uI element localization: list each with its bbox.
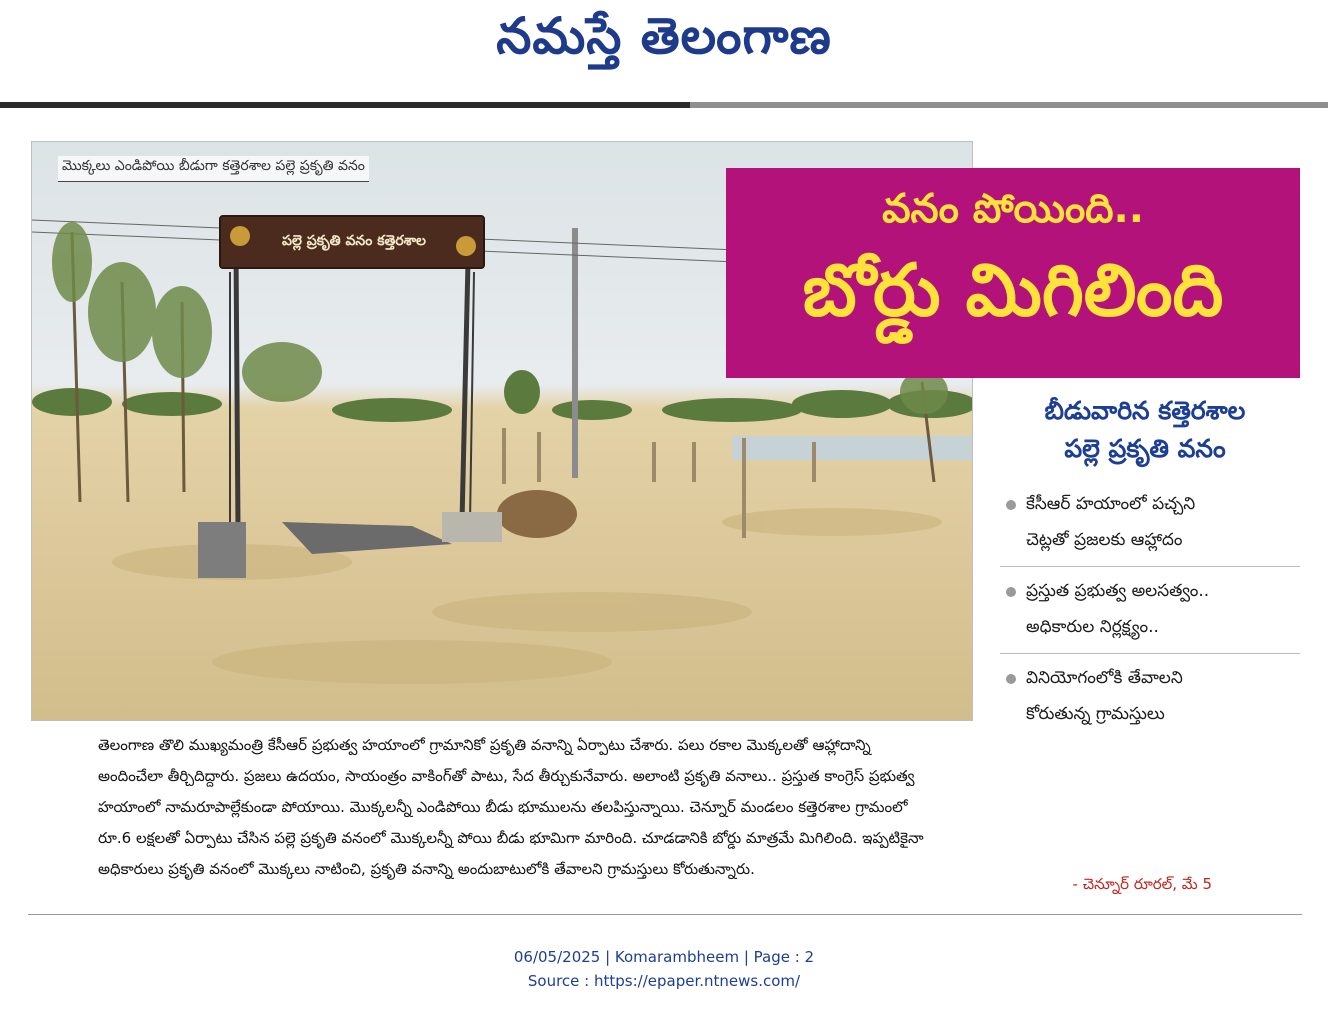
body-line: హయాంలో నామరూపాల్లేకుండా పోయాయి. మొక్కలన్నీ ఎండిపోయి బీడు భూములను తలపిస్తున్నాయి. చెన్నూర్ మండలం కత్తెరశాల గ్రామంలో <box>98 798 908 816</box>
bullet-line: అధికారుల నిర్లక్ష్యం.. <box>1026 617 1159 637</box>
masthead <box>0 0 1328 100</box>
bullet-line: కేసీఆర్ హయాంలో పచ్చని <box>1026 494 1196 514</box>
subheading <box>988 392 1302 468</box>
body-line: అందించేలా తీర్చిదిద్దారు. ప్రజలు ఉదయం, సాయంత్రం వాకింగ్‌తో పాటు, సేద తీర్చుకునేవారు. అలాంటి ప్రకృతి వనాలు.. ప్రస్తుత కాంగ్రెస్ ప్రభుత్వ <box>98 767 915 785</box>
signboard-text: పల్లె ప్రకృతి వనం కత్తెరశాల <box>282 233 426 249</box>
body-line: రూ.6 లక్షలతో ఏర్పాటు చేసిన పల్లె ప్రకృతి వనంలో మొక్కలన్నీ పోయి బీడు భూమిగా మారింది. చూడడానికి బోర్డు మాత్రమే మిగిలింది. ఇప్పటికైనా <box>98 829 924 847</box>
highlight-bullet <box>1000 654 1300 740</box>
bullet-line: చెట్లతో ప్రజలకు ఆహ్లాదం <box>1026 530 1183 550</box>
bullet-line: వినియోగంలోకి తేవాలని <box>1026 668 1183 688</box>
masthead-rule-dark <box>0 102 690 108</box>
masthead-rule-light <box>690 102 1328 108</box>
bullet-dot-icon <box>1006 500 1016 510</box>
headline-main: బోర్డు మిగిలింది <box>802 248 1224 332</box>
highlight-bullet <box>1000 480 1300 567</box>
footer-edition-info: 06/05/2025 | Komarambheem | Page : 2 <box>513 948 815 966</box>
body-line: అధికారులు ప్రకృతి వనంలో మొక్కలు నాటించి, ప్రకృతి వనాన్ని అందుబాటులోకి తేవాలని గ్రామస్తులు కోరుతున్నారు. <box>98 860 755 878</box>
body-line: తెలంగాణ తొలి ముఖ్యమంత్రి కేసీఆర్ ప్రభుత్వ హయాంలో గ్రామానికో ప్రకృతి వనాన్ని ఏర్పాటు చేశారు. పలు రకాల మొక్కలతో ఆహ్లాదాన్ని <box>98 736 871 754</box>
article-dateline: - చెన్నూర్ రూరల్, మే 5 <box>1072 875 1212 893</box>
highlight-bullets <box>1000 480 1300 740</box>
footer-source-link[interactable]: Source : https://epaper.ntnews.com/ <box>527 972 801 990</box>
news-article <box>28 138 1302 928</box>
article-body <box>98 730 1238 885</box>
headline-kicker: వనం పోయింది.. <box>882 186 1144 232</box>
article-bottom-rule <box>28 914 1302 915</box>
masthead-title: నమస్తే తెలంగాణ <box>496 6 832 65</box>
subheading-line-1: బీడువారిన కత్తెరశాల <box>1044 396 1246 425</box>
bullet-line: కోరుతున్న గ్రామస్తులు <box>1026 704 1165 724</box>
photo-caption: మొక్కలు ఎండిపోయి బీడుగా కత్తెరశాల పల్లె ప్రకృతి వనం <box>58 156 369 182</box>
bullet-dot-icon <box>1006 587 1016 597</box>
bullet-dot-icon <box>1006 674 1016 684</box>
bullet-line: ప్రస్తుత ప్రభుత్వ అలసత్వం.. <box>1026 581 1210 601</box>
highlight-bullet <box>1000 567 1300 654</box>
subheading-line-2: పల్లె ప్రకృతి వనం <box>1064 434 1226 463</box>
headline-box <box>726 168 1300 378</box>
